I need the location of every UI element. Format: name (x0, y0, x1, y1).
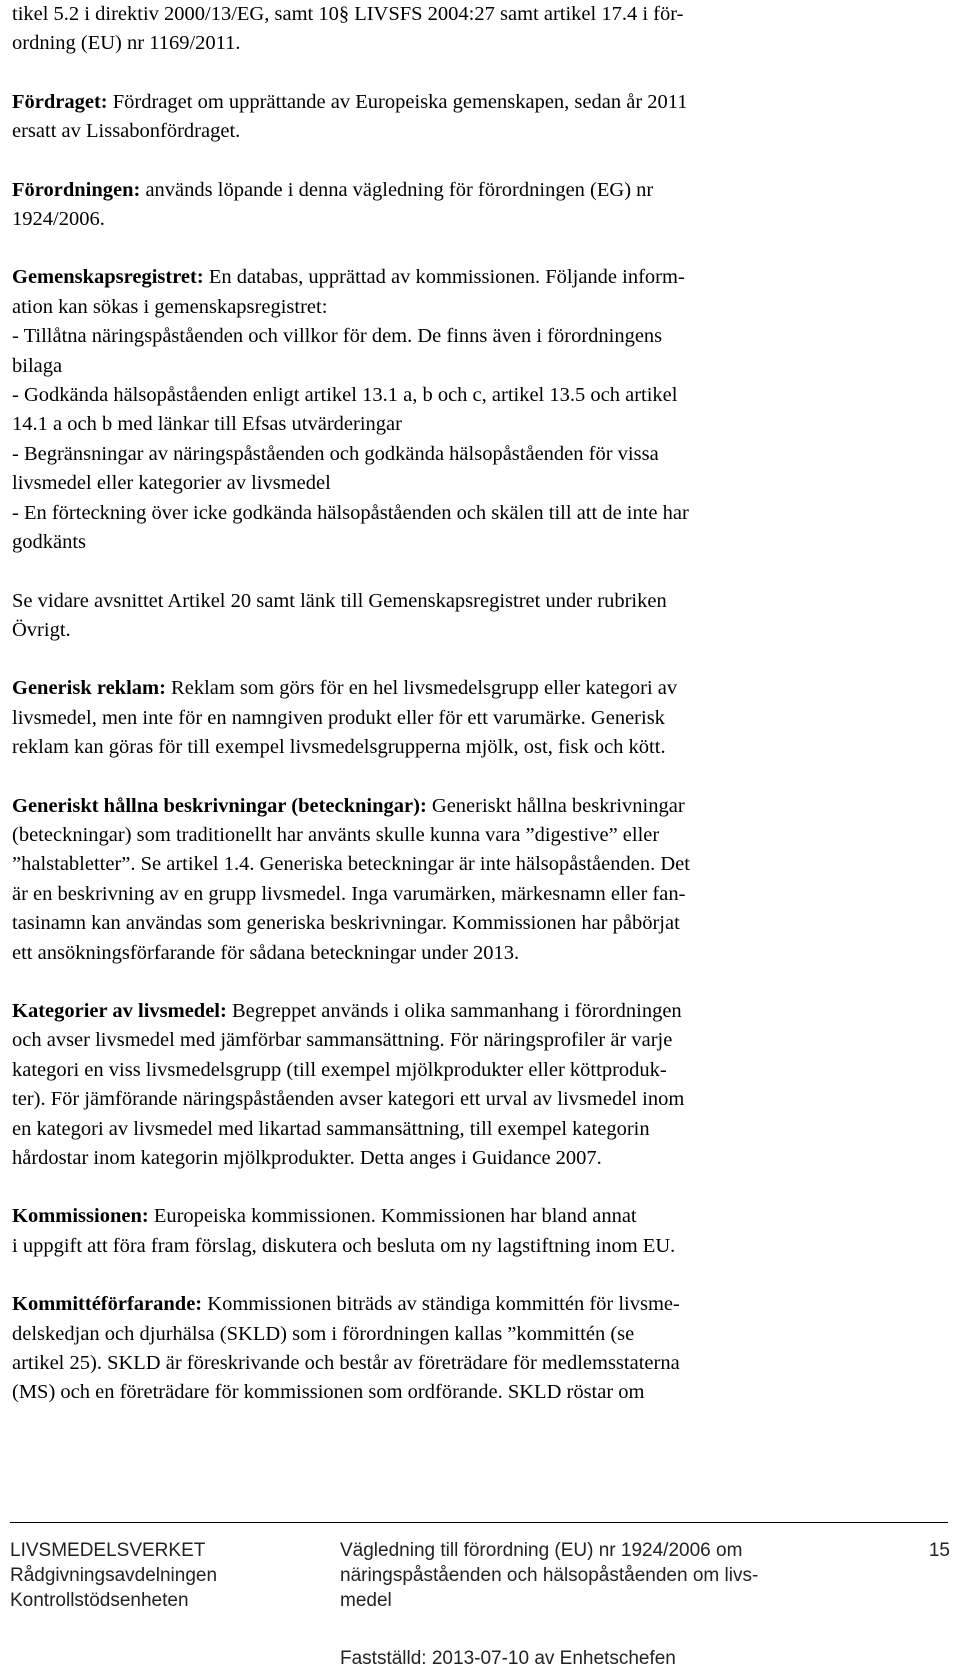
term: Gemenskapsregistret: (12, 266, 204, 289)
text-line: - En förteckning över icke godkända hälsopåståenden och skälen till att de inte har (12, 501, 689, 524)
definition-generiskt-hallna (12, 792, 902, 821)
definition-kategorier (12, 997, 902, 1026)
definition-gemenskapsregistret (12, 263, 902, 292)
term: Generiskt hållna beskrivningar (beteckningar): (12, 794, 427, 817)
text-line: bilaga (12, 354, 63, 377)
definition-text: Kommissionen biträds av ständiga kommittén för livsme- (202, 1293, 680, 1316)
text-line: Övrigt. (12, 618, 71, 641)
definition-text: Generiskt hållna beskrivningar (426, 794, 685, 817)
definition-fordraget (12, 88, 902, 117)
document-body (12, 0, 902, 1408)
text-line: och avser livsmedel med jämförbar sammansättning. För näringsprofiler är varje (12, 1029, 673, 1052)
term: Kategorier av livsmedel: (12, 999, 227, 1022)
text-line: en kategori av livsmedel med likartad sammansättning, till exempel kategorin (12, 1117, 650, 1140)
text-line: ation kan sökas i gemenskapsregistret: (12, 295, 328, 318)
definition-text: Fördraget om upprättande av Europeiska gemenskapen, sedan år 2011 (107, 90, 688, 113)
text-line: ersatt av Lissabonfördraget. (12, 120, 241, 143)
text-line: artikel 25). SKLD är föreskrivande och består av företrädare för medlemsstaterna (12, 1352, 680, 1375)
term: Fördraget: (12, 90, 108, 113)
text-line: - Begränsningar av näringspåståenden och godkända hälsopåståenden för vissa (12, 442, 659, 465)
footer-organization (10, 1538, 310, 1613)
text-line: livsmedel eller kategorier av livsmedel (12, 472, 331, 495)
text-line: reklam kan göras för till exempel livsmedelsgrupperna mjölk, ost, fisk och kött. (12, 736, 666, 759)
text-line: (MS) och en företrädare för kommissionen som ordförande. SKLD röstar om (12, 1381, 645, 1404)
definition-text: Reklam som görs för en hel livsmedelsgrupp eller kategori av (165, 677, 678, 700)
definition-text: används löpande i denna vägledning för förordningen (EG) nr (140, 178, 654, 201)
text-line: Se vidare avsnittet Artikel 20 samt länk till Gemenskapsregistret under rubriken (12, 589, 667, 612)
text-line: ett ansökningsförfarande för sådana beteckningar under 2013. (12, 941, 520, 964)
definition-kommissionen (12, 1202, 902, 1231)
definition-text: En databas, upprättad av kommissionen. Följande inform- (203, 266, 685, 289)
text-line: - Godkända hälsopåståenden enligt artikel 13.1 a, b och c, artikel 13.5 och artikel (12, 384, 678, 407)
footer-title-line: Vägledning till förordning (EU) nr 1924/2006 om (340, 1540, 743, 1561)
footer-unit: Kontrollstödsenheten (10, 1590, 189, 1611)
page-number: 15 (928, 1540, 950, 1561)
footer-org-name: LIVSMEDELSVERKET (10, 1540, 206, 1561)
text-line: delskedjan och djurhälsa (SKLD) som i förordningen kallas ”kommittén (se (12, 1322, 635, 1345)
text-line: tasinamn kan användas som generiska beskrivningar. Kommissionen har påbörjat (12, 912, 680, 935)
text-line: livsmedel, men inte för en namngiven produkt eller för ett varumärke. Generisk (12, 706, 665, 729)
footer-approval: Fastställd: 2013-07-10 av Enhetschefen (340, 1648, 676, 1669)
definition-text: Begreppet används i olika sammanhang i förordningen (226, 999, 682, 1022)
text-line: i uppgift att föra fram förslag, diskutera och besluta om ny lagstiftning inom EU. (12, 1234, 676, 1257)
text-line: är en beskrivning av en grupp livsmedel. Inga varumärken, märkesnamn eller fan- (12, 882, 686, 905)
definition-generisk-reklam (12, 674, 902, 703)
footer-title-line: näringspåståenden och hälsopåståenden om livs- (340, 1565, 759, 1586)
text-line: kategori en viss livsmedelsgrupp (till exempel mjölkprodukter eller köttproduk- (12, 1058, 667, 1081)
text-line: ter). För jämförande näringspåståenden avser kategori ett urval av livsmedel inom (12, 1088, 685, 1111)
footer-divider (10, 1522, 948, 1523)
term: Generisk reklam: (12, 677, 166, 700)
text-line: - Tillåtna näringspåståenden och villkor för dem. De finns även i förordningens (12, 325, 663, 348)
term: Kommissionen: (12, 1205, 149, 1228)
footer-title-line: medel (340, 1590, 392, 1611)
text-line: hårdostar inom kategorin mjölkprodukter. Detta anges i Guidance 2007. (12, 1147, 602, 1169)
footer-department: Rådgivningsavdelningen (10, 1565, 218, 1586)
term: Kommittéförfarande: (12, 1293, 203, 1316)
text-line: ”halstabletter”. Se artikel 1.4. Generiska beteckningar är inte hälsopåståenden. Det (12, 853, 690, 876)
text-line: 14.1 a och b med länkar till Efsas utvärderingar (12, 413, 402, 436)
definition-kommittefor (12, 1290, 902, 1319)
text-line: ordning (EU) nr 1169/2011. (12, 32, 241, 55)
definition-text: Europeiska kommissionen. Kommissionen har bland annat (148, 1205, 637, 1228)
text-line: (beteckningar) som traditionellt har använts skulle kunna vara ”digestive” eller (12, 823, 660, 846)
text-line: 1924/2006. (12, 208, 105, 231)
text-line: godkänts (12, 531, 87, 554)
term: Förordningen: (12, 178, 141, 201)
text-line: tikel 5.2 i direktiv 2000/13/EG, samt 10§ LIVSFS 2004:27 samt artikel 17.4 i för- (12, 3, 684, 25)
definition-forordningen (12, 176, 902, 205)
footer-document-title (340, 1538, 860, 1613)
